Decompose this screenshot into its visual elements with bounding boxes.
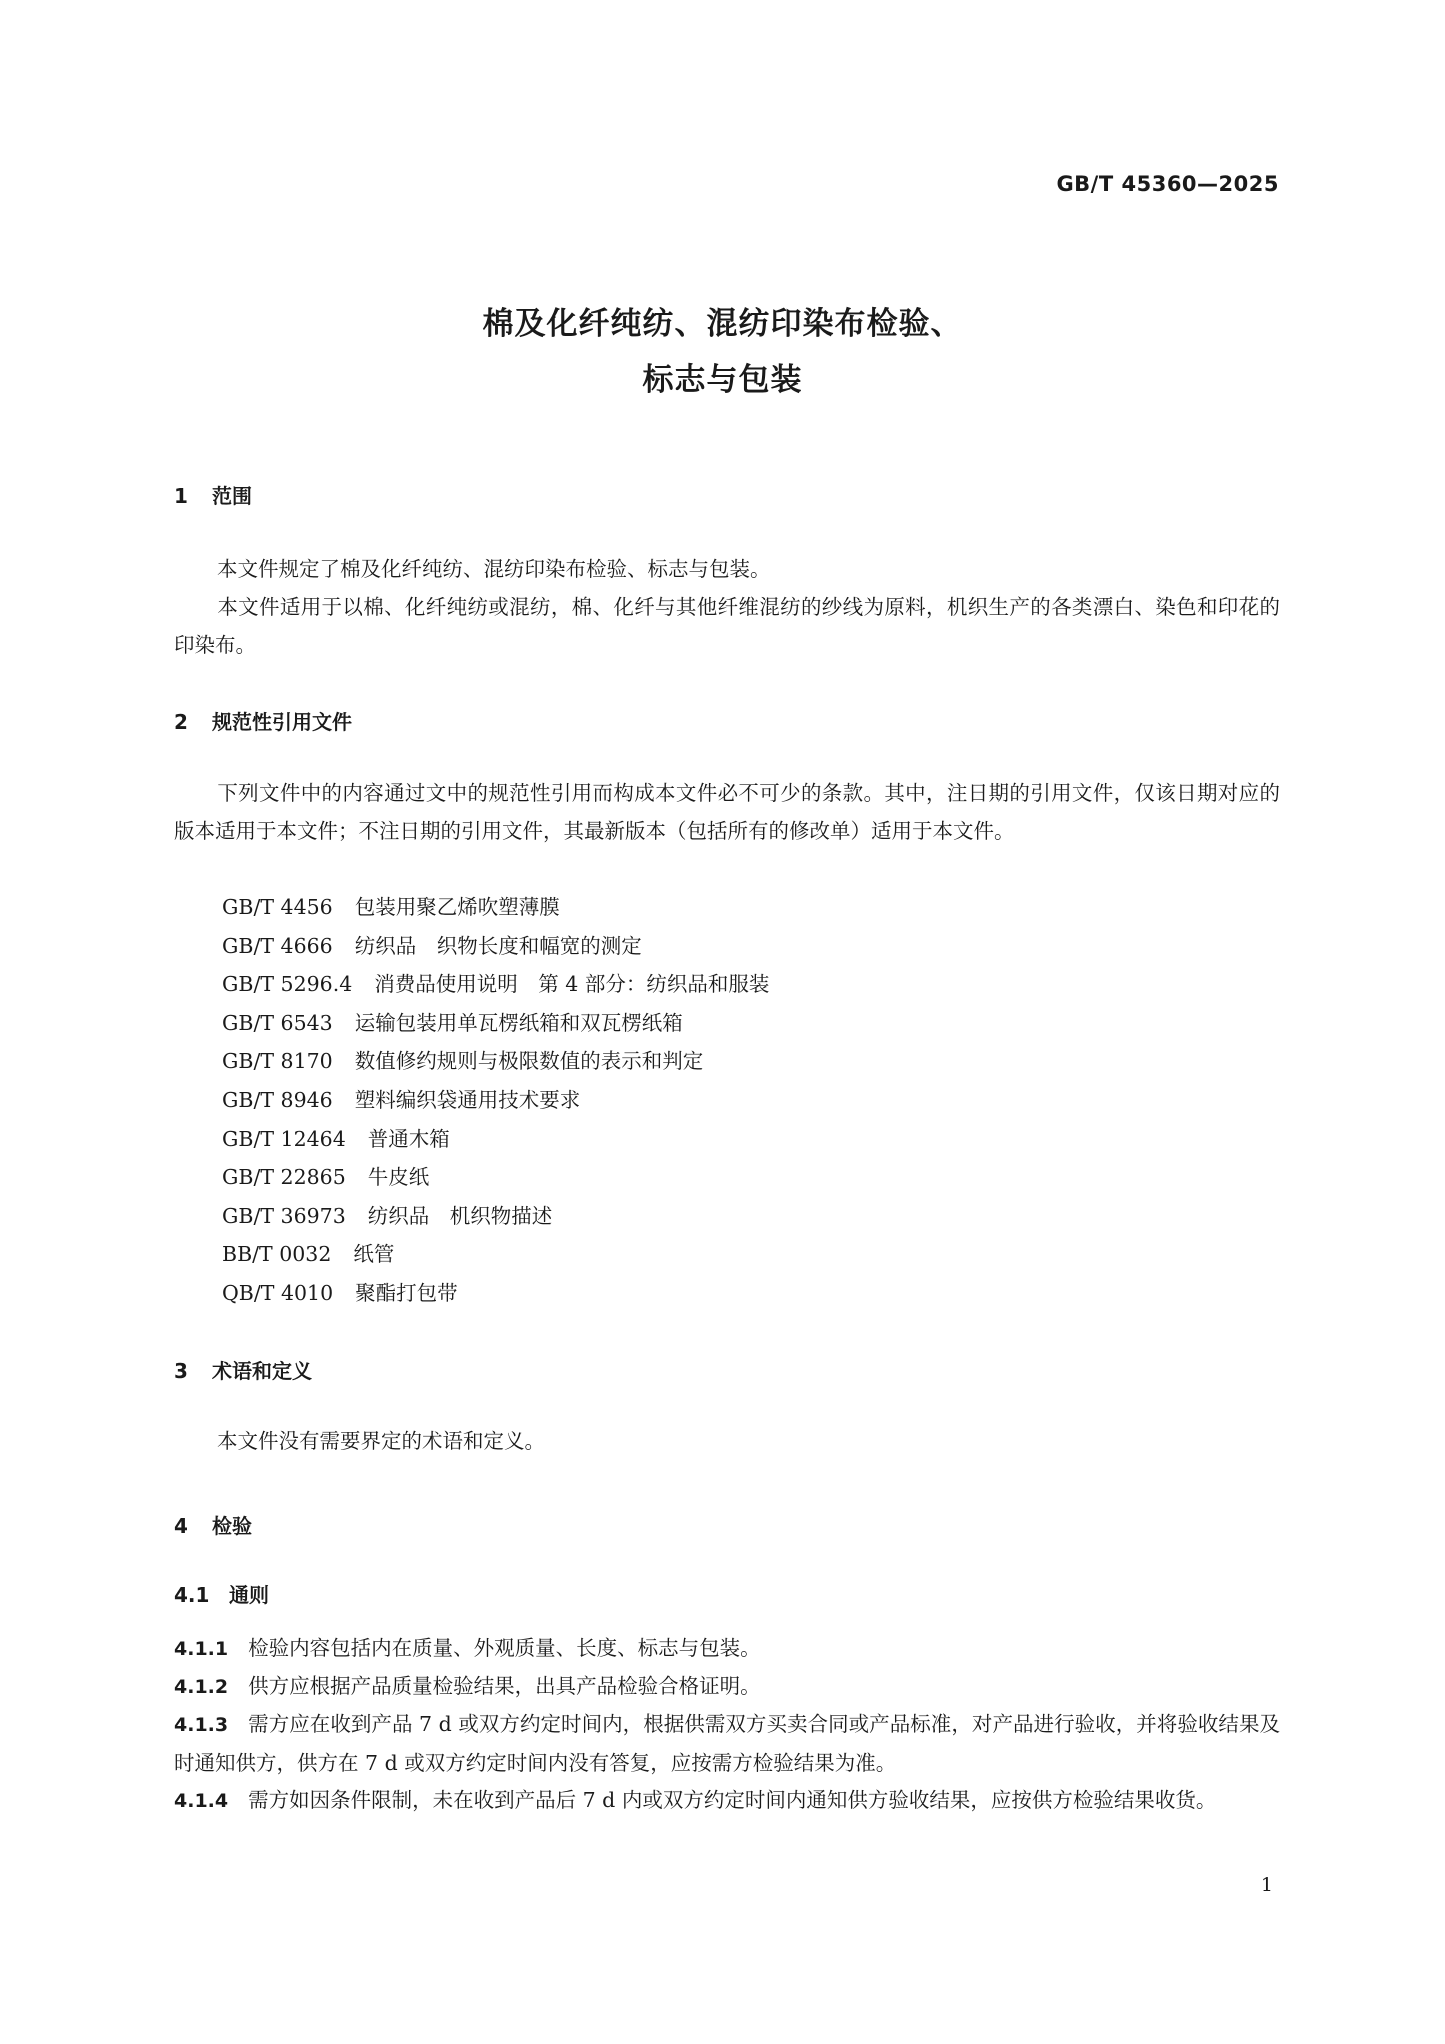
section-1-heading [174,480,252,509]
reference-item [222,1120,769,1159]
reference-title: 纺织品 织物长度和幅宽的测定 [354,933,642,958]
clause-4-1-3 [174,1705,1280,1782]
clause-number: 4.1.1 [174,1638,229,1660]
reference-code: GB/T 5296.4 [222,972,353,997]
reference-item [222,1235,769,1274]
clause-4-1-2 [174,1667,1280,1706]
reference-title: 包装用聚乙烯吹塑薄膜 [354,895,560,919]
subsection-4-1-heading [174,1579,269,1608]
paragraph-text: 本文件没有需要界定的术语和定义。 [217,1429,545,1453]
reference-code: GB/T 4666 [222,933,333,958]
reference-title: 数值修约规则与极限数值的表示和判定 [354,1049,704,1074]
reference-code: GB/T 8946 [222,1087,333,1112]
document-title [0,296,1445,408]
clause-text: 供方应根据产品质量检验结果，出具产品检验合格证明。 [248,1674,761,1698]
clause-4-1-1 [174,1629,1280,1668]
reference-code: GB/T 8170 [222,1049,333,1074]
section-1-paragraph-2 [174,588,1280,664]
paragraph-text: 下列文件中的内容通过文中的规范性引用而构成本文件必不可少的条款。其中，注日期的引用文件，仅该日期对应的版本适用于本文件；不注日期的引用文件，其最新版本（包括所有的修改单）适用于本文件。 [174,781,1280,843]
reference-title: 纸管 [353,1242,395,1267]
section-number: 3 [174,1359,188,1383]
title-line-1: 棉及化纤纯纺、混纺印染布检验、 [482,306,963,342]
standard-code: GB/T 45360—2025 [1056,172,1279,196]
subsection-number: 4.1 [174,1583,210,1607]
clause-text: 需方如因条件限制，未在收到产品后 7 d 内或双方约定时间内通知供方验收结果，应按供方检验结果收货。 [248,1788,1217,1812]
reference-title: 消费品使用说明 第 4 部分：纺织品和服装 [374,972,770,997]
reference-item [222,1158,769,1197]
reference-item [222,1197,769,1236]
reference-code: GB/T 4456 [222,895,333,919]
clause-number: 4.1.3 [174,1714,229,1736]
clause-4-1-4 [174,1781,1280,1820]
reference-code: GB/T 22865 [222,1165,346,1190]
reference-code: GB/T 36973 [222,1203,346,1228]
section-title: 术语和定义 [212,1359,312,1383]
paragraph-text: 本文件适用于以棉、化纤纯纺或混纺，棉、化纤与其他纤维混纺的纱线为原料，机织生产的各类漂白、染色和印花的印染布。 [174,595,1280,657]
section-3-paragraph-1 [174,1422,1280,1460]
section-1-paragraph-1 [174,550,1280,588]
page-number: 1 [1260,1874,1273,1896]
section-number: 2 [174,710,188,734]
subsection-title: 通则 [229,1583,269,1607]
reference-title: 运输包装用单瓦楞纸箱和双瓦楞纸箱 [354,1010,683,1035]
reference-code: GB/T 12464 [222,1126,346,1151]
section-title: 规范性引用文件 [212,710,352,734]
section-number: 1 [174,484,188,508]
paragraph-text: 本文件规定了棉及化纤纯纺、混纺印染布检验、标志与包装。 [217,557,771,581]
reference-item [222,965,769,1004]
reference-title: 普通木箱 [367,1126,450,1151]
reference-title: 纺织品 机织物描述 [367,1203,553,1228]
clause-text: 需方应在收到产品 7 d 或双方约定时间内，根据供需双方买卖合同或产品标准，对产品进行验收，并将验收结果及时通知供方，供方在 7 d 或双方约定时间内没有答复，应按需方检验结果为准。 [174,1712,1280,1775]
clause-text: 检验内容包括内在质量、外观质量、长度、标志与包装。 [248,1636,761,1660]
section-4-heading [174,1510,252,1539]
clause-number: 4.1.2 [174,1676,229,1698]
reference-item [222,1081,769,1120]
section-title: 范围 [212,484,252,508]
reference-item [222,1042,769,1081]
reference-code: QB/T 4010 [222,1280,334,1305]
reference-item [222,888,769,927]
section-title: 检验 [212,1514,252,1538]
section-number: 4 [174,1514,188,1538]
reference-item [222,1274,769,1313]
reference-code: GB/T 6543 [222,1010,333,1035]
section-2-heading [174,706,352,735]
section-2-paragraph-1 [174,774,1280,850]
reference-code: BB/T 0032 [222,1242,332,1267]
reference-item [222,927,769,966]
reference-title: 牛皮纸 [367,1165,430,1190]
reference-title: 聚酯打包带 [355,1280,458,1305]
title-line-2: 标志与包装 [642,362,803,398]
section-3-heading [174,1355,312,1384]
reference-title: 塑料编织袋通用技术要求 [354,1087,581,1112]
normative-reference-list [222,888,769,1313]
reference-item [222,1004,769,1043]
clause-number: 4.1.4 [174,1790,229,1812]
